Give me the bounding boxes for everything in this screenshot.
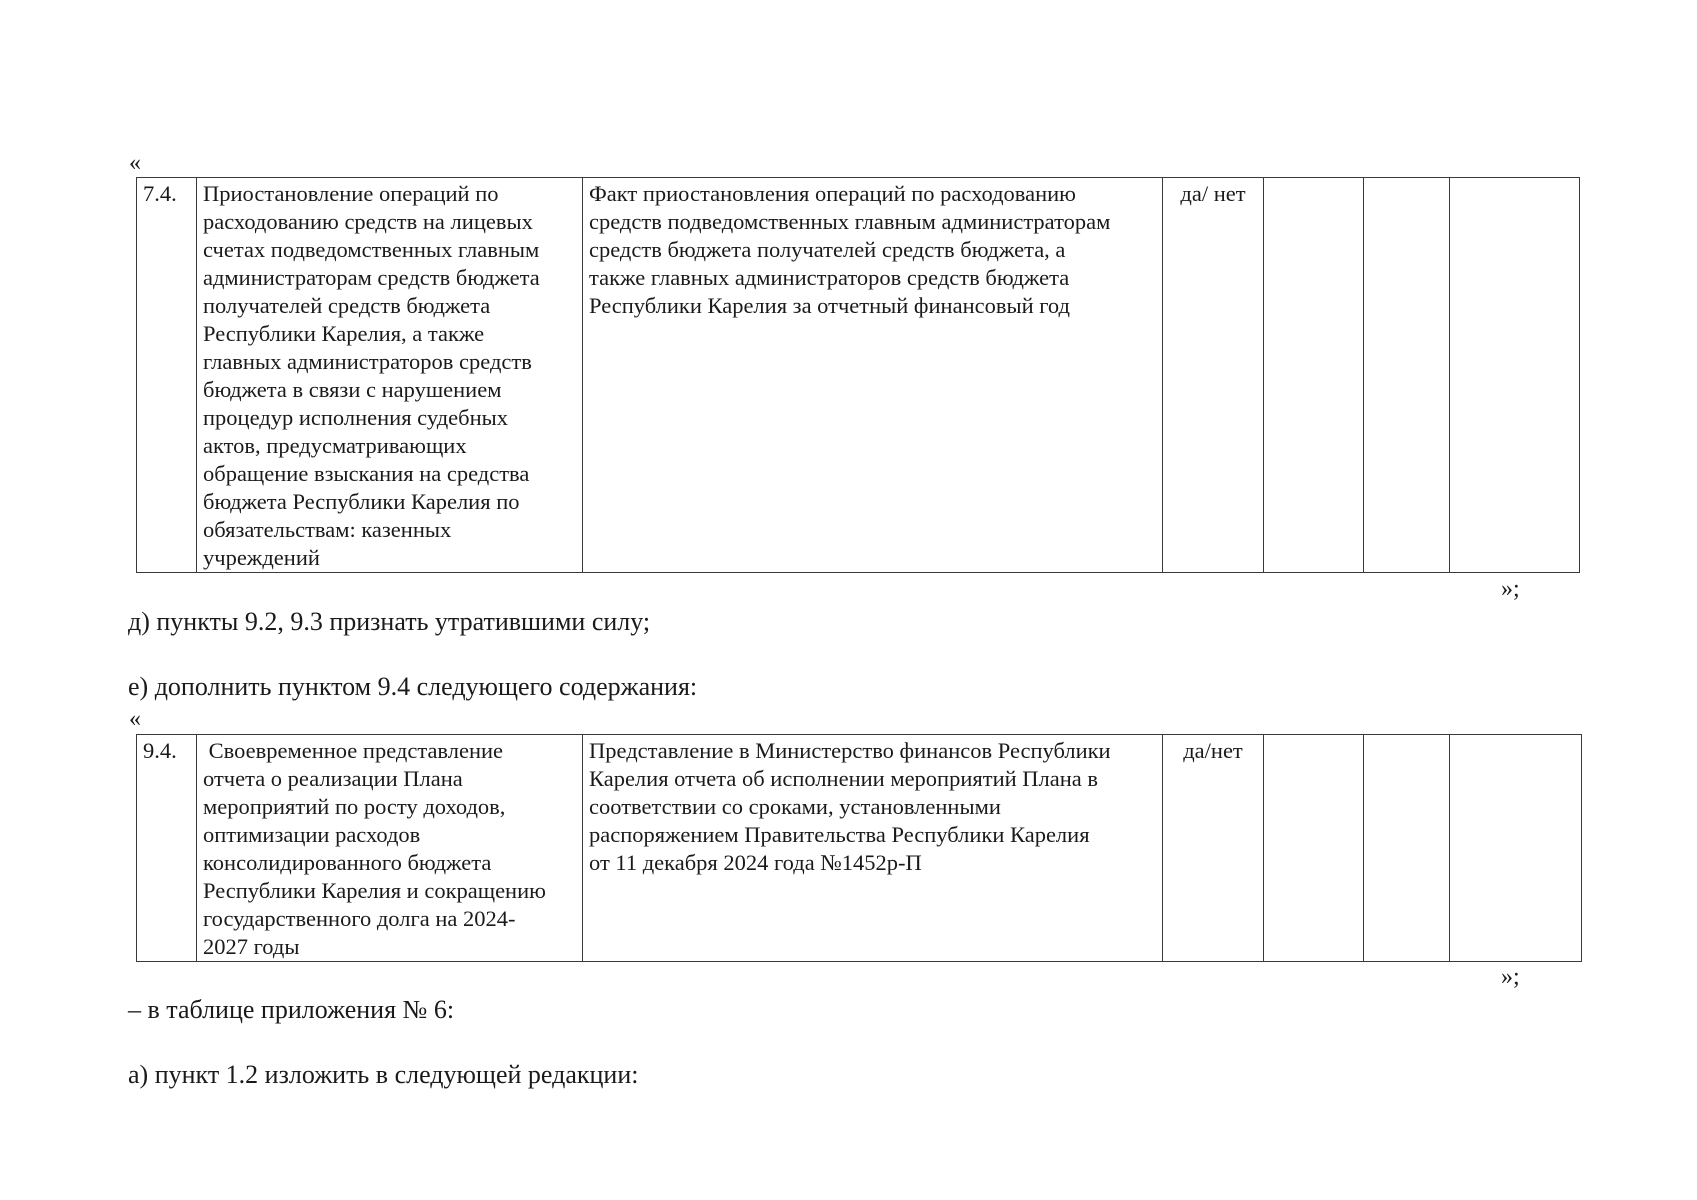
indicator-name-line: государственного долга на 2024- (203, 906, 516, 931)
paragraph-e: е) дополнить пунктом 9.4 следующего содержания: (128, 672, 698, 701)
indicator-name-line: Республики Карелия, а также (203, 321, 485, 346)
criterion-cell (583, 735, 1163, 962)
indicator-name-line: процедур исполнения судебных (203, 405, 508, 430)
empty-cell (1450, 735, 1582, 962)
indicator-name-line: обращение взыскания на средства (203, 461, 530, 486)
indicator-name-line: Своевременное представление (203, 738, 504, 763)
indicator-table-7-4 (136, 177, 1580, 573)
indicator-name-line: администраторам средств бюджета (203, 265, 540, 290)
indicator-name-cell (197, 735, 583, 962)
criterion-line: средств бюджета получателей средств бюджета, а (589, 237, 1066, 262)
empty-cell (1364, 735, 1450, 962)
indicator-name-line: консолидированного бюджета (203, 850, 492, 875)
indicator-name-line: оптимизации расходов (203, 822, 421, 847)
criterion-line: Карелия отчета об исполнении мероприятий Плана в (589, 766, 1099, 791)
criterion-line: Республики Карелия за отчетный финансовый год (589, 293, 1070, 318)
criterion-line: также главных администраторов средств бюджета (589, 265, 1070, 290)
criterion-line: соответствии со сроками, установленными (589, 794, 1001, 819)
closing-quote: »; (1501, 964, 1520, 990)
indicator-name-line: 2027 годы (203, 934, 300, 959)
table-row (137, 178, 1580, 573)
indicator-name-line: отчета о реализации Плана (203, 766, 463, 791)
closing-quote: »; (1501, 576, 1520, 602)
item-number-cell: 7.4. (137, 178, 197, 573)
item-number-cell: 9.4. (137, 735, 197, 962)
table-row (137, 735, 1582, 962)
criterion-line: от 11 декабря 2024 года №1452р-П (589, 850, 922, 875)
criterion-line: Факт приостановления операций по расходованию (589, 181, 1076, 206)
indicator-name-line: обязательствам: казенных (203, 517, 452, 542)
indicator-name-line: бюджета Республики Карелия по (203, 489, 520, 514)
indicator-table-9-4 (136, 734, 1582, 962)
empty-cell (1264, 178, 1364, 573)
opening-quote: « (129, 706, 141, 732)
indicator-name-line: получателей средств бюджета (203, 293, 491, 318)
empty-cell (1264, 735, 1364, 962)
indicator-name-line: главных администраторов средств (203, 349, 532, 374)
paragraph-d: д) пункты 9.2, 9.3 признать утратившими силу; (128, 607, 651, 636)
criterion-line: средств подведомственных главным администраторам (589, 209, 1111, 234)
answer-cell: да/нет (1163, 735, 1264, 962)
paragraph-a: а) пункт 1.2 изложить в следующей редакции: (128, 1060, 639, 1089)
indicator-name-line: мероприятий по росту доходов, (203, 794, 506, 819)
indicator-name-cell (197, 178, 583, 573)
indicator-name-line: Приостановление операций по (203, 181, 499, 206)
indicator-name-line: бюджета в связи с нарушением (203, 377, 502, 402)
paragraph-appendix-6: – в таблице приложения № 6: (128, 995, 455, 1024)
indicator-name-line: счетах подведомственных главным (203, 237, 540, 262)
answer-cell: да/ нет (1163, 178, 1264, 573)
indicator-name-line: актов, предусматривающих (203, 433, 467, 458)
indicator-name-line: Республики Карелия и сокращению (203, 878, 546, 903)
indicator-name-line: расходованию средств на лицевых (203, 209, 533, 234)
criterion-cell (583, 178, 1163, 573)
opening-quote: « (129, 150, 141, 176)
indicator-name-line: учреждений (203, 545, 320, 570)
criterion-line: распоряжением Правительства Республики Карелия (589, 822, 1090, 847)
criterion-line: Представление в Министерство финансов Республики (589, 738, 1111, 763)
empty-cell (1450, 178, 1580, 573)
empty-cell (1364, 178, 1450, 573)
